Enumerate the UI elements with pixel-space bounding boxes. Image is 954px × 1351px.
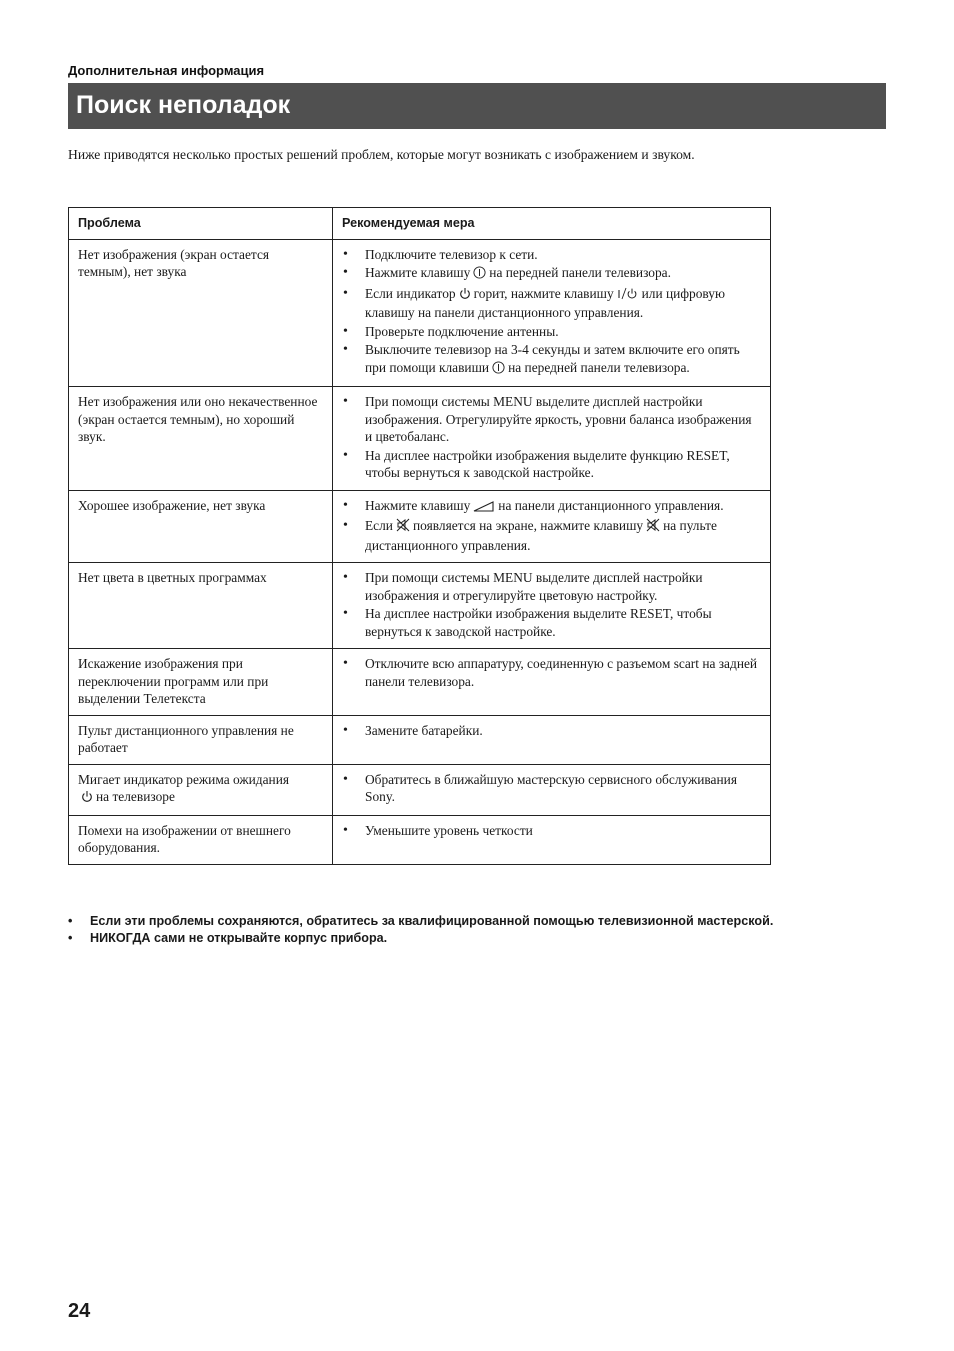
action-text: на передней панели телевизора. bbox=[508, 359, 690, 375]
table-header-row bbox=[69, 208, 771, 240]
table-row bbox=[69, 490, 771, 563]
action-item: • Обратитесь в ближайшую мастерскую сервисного обслуживания Sony. bbox=[342, 771, 761, 806]
action-text: на пульте дистанционного управления. bbox=[365, 518, 717, 553]
action-cell bbox=[333, 387, 771, 491]
action-list bbox=[342, 771, 761, 806]
action-cell bbox=[333, 490, 771, 563]
mute-icon bbox=[646, 518, 660, 537]
action-list bbox=[342, 497, 761, 555]
problem-cell: Искажение изображения при переключении программ или при выделении Телетекста bbox=[69, 649, 333, 716]
action-item: • При помощи системы MENU выделите дисплей настройки изображения и отрегулируйте цветовую настройку. bbox=[342, 569, 761, 604]
problem-text: на телевизоре bbox=[96, 789, 175, 804]
action-item bbox=[342, 517, 761, 554]
action-cell bbox=[333, 715, 771, 764]
action-text: Если bbox=[365, 518, 393, 533]
action-text: Если индикатор bbox=[365, 285, 456, 301]
title-bar bbox=[68, 83, 886, 129]
problem-cell: Нет изображения или оно некачественное (экран остается темным), но хороший звук. bbox=[69, 387, 333, 491]
warning-notes bbox=[68, 913, 898, 947]
action-item bbox=[342, 264, 761, 284]
standby-icon bbox=[459, 287, 471, 305]
problem-cell: Пульт дистанционного управления не работает bbox=[69, 715, 333, 764]
action-item bbox=[342, 497, 761, 517]
action-item: • Уменьшите уровень четкости bbox=[342, 822, 761, 840]
action-text: горит, нажмите клавишу bbox=[473, 285, 614, 301]
action-item: • На дисплее настройки изображения выделите функцию RESET, чтобы вернуться к заводской настройке. bbox=[342, 447, 761, 482]
standby-icon bbox=[81, 790, 93, 808]
page-number: 24 bbox=[68, 1300, 91, 1322]
action-text: появляется на экране, нажмите клавишу bbox=[412, 518, 644, 533]
action-text: на передней панели телевизора. bbox=[489, 265, 671, 280]
action-item: • Подключите телевизор к сети. bbox=[342, 246, 761, 264]
action-cell bbox=[333, 649, 771, 716]
table-row bbox=[69, 649, 771, 716]
action-item: • Проверьте подключение антенны. bbox=[342, 323, 761, 341]
action-list bbox=[342, 822, 761, 840]
column-header-problem: Проблема bbox=[69, 208, 333, 240]
section-label: Дополнительная информация bbox=[68, 63, 265, 78]
action-list bbox=[342, 393, 761, 482]
warning-note: • Если эти проблемы сохраняются, обратитесь за квалифицированной помощью телевизионной мастерской. bbox=[68, 913, 898, 930]
table-row bbox=[69, 239, 771, 387]
action-list bbox=[342, 246, 761, 379]
page-title: Поиск неполадок bbox=[76, 91, 291, 119]
problem-cell: Хорошее изображение, нет звука bbox=[69, 490, 333, 563]
action-cell bbox=[333, 815, 771, 864]
table-row bbox=[69, 563, 771, 649]
table-row bbox=[69, 815, 771, 864]
problem-cell bbox=[69, 764, 333, 815]
action-list bbox=[342, 655, 761, 690]
action-text: на панели дистанционного управления. bbox=[498, 497, 724, 513]
intro-text: Ниже приводятся несколько простых решений проблем, которые могут возникать с изображением и звуком. bbox=[68, 147, 695, 162]
main-power-icon bbox=[492, 361, 505, 379]
action-item: • При помощи системы MENU выделите дисплей настройки изображения. Отрегулируйте яркость, уровни баланса изображения и цветобаланс. bbox=[342, 393, 761, 446]
action-item: • Отключите всю аппаратуру, соединенную с разъемом scart на задней панели телевизора. bbox=[342, 655, 761, 690]
problem-cell: Помехи на изображении от внешнего оборудования. bbox=[69, 815, 333, 864]
action-cell bbox=[333, 563, 771, 649]
troubleshooting-table bbox=[68, 207, 771, 865]
action-cell bbox=[333, 764, 771, 815]
column-header-action: Рекомендуемая мера bbox=[333, 208, 771, 240]
table-row bbox=[69, 764, 771, 815]
table-row bbox=[69, 715, 771, 764]
action-text: Нажмите клавишу bbox=[365, 265, 471, 280]
problem-text: Мигает индикатор режима ожидания bbox=[78, 771, 290, 787]
action-text: Выключите телевизор на 3-4 секунды и затем включите его опять при помощи клавиши bbox=[365, 342, 740, 375]
action-item bbox=[342, 341, 761, 378]
problem-cell: Нет изображения (экран остается темным), нет звука bbox=[69, 239, 333, 387]
action-list bbox=[342, 569, 761, 640]
action-text: или цифровую клавишу на панели дистанционного управления. bbox=[365, 285, 725, 320]
action-list bbox=[342, 722, 761, 740]
action-cell bbox=[333, 239, 771, 387]
problem-cell: Нет цвета в цветных программах bbox=[69, 563, 333, 649]
action-item: • На дисплее настройки изображения выделите RESET, чтобы вернуться к заводской настройке. bbox=[342, 605, 761, 640]
volume-plus-icon bbox=[473, 499, 495, 517]
main-power-icon bbox=[473, 266, 486, 284]
mute-icon bbox=[396, 518, 410, 537]
power-toggle-icon bbox=[617, 287, 639, 305]
table-row bbox=[69, 387, 771, 491]
warning-note: • НИКОГДА сами не открывайте корпус прибора. bbox=[68, 930, 898, 947]
action-text: Нажмите клавишу bbox=[365, 497, 471, 513]
action-item bbox=[342, 285, 761, 322]
action-item: • Замените батарейки. bbox=[342, 722, 761, 740]
